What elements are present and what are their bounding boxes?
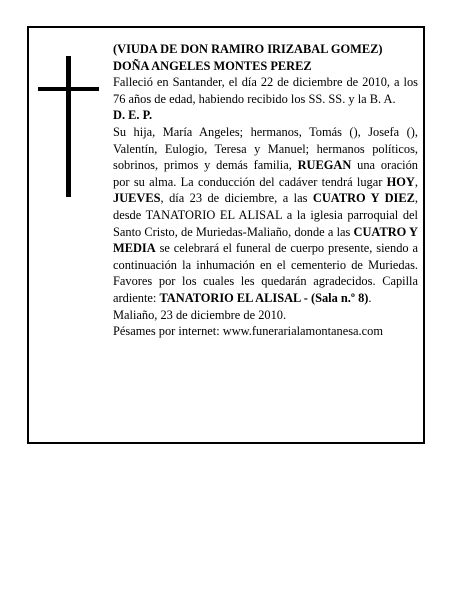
deceased-name: DOÑA ANGELES MONTES PEREZ	[113, 58, 312, 73]
dep-line: D. E. P.	[113, 108, 153, 123]
ruegan-label: RUEGAN	[297, 158, 352, 173]
obituary-text	[113, 41, 418, 340]
family-list: Su hija, María Angeles; hermanos, Tomás (), Josefa (), Valentín, Eulogio, Teresa y Manuel; hermanos políticos, sobrinos, primos y demás familia,	[113, 124, 418, 173]
hoy-label: HOY	[386, 174, 415, 189]
place-and-date: Maliaño, 23 de diciembre de 2010.	[113, 307, 287, 322]
condolences-line: Pésames por internet: www.funerarialamontanesa.com	[113, 324, 383, 339]
cross-icon-crossbar	[38, 87, 99, 91]
death-details: Falleció en Santander, el día 22 de diciembre de 2010, a los 76 años de edad, habiendo recibido los SS. SS. y la B. A.	[113, 75, 418, 106]
closing-period: .	[368, 290, 372, 305]
date-text: , día 23 de diciembre, a las	[160, 191, 313, 206]
prayer-text: una oración por su alma. La conducción del cadáver tendrá lugar	[113, 158, 418, 189]
cross-icon	[66, 56, 71, 197]
tanatorio-label: TANATORIO EL ALISAL - (Sala n.º 8)	[159, 290, 369, 305]
cuatro-y-diez-label: CUATRO Y DIEZ	[312, 191, 415, 206]
route-text: , desde TANATORIO EL ALISAL a la iglesia parroquial del Santo Cristo, de Muriedas-Maliaño, donde a las	[113, 191, 419, 239]
family-and-arrangements	[113, 124, 418, 307]
comma-separator: ,	[414, 174, 418, 189]
cuatro-y-media-label: CUATRO Y MEDIA	[113, 224, 418, 256]
funeral-text: se celebrará el funeral de cuerpo presente, siendo a continuación la inhumación en el cementerio de Muriedas. Favores por los cuales les quedarán agradecidos. Capilla ardiente:	[113, 241, 418, 305]
jueves-label: JUEVES	[113, 191, 161, 206]
widow-of-line: (VIUDA DE DON RAMIRO IRIZABAL GOMEZ)	[113, 42, 383, 56]
